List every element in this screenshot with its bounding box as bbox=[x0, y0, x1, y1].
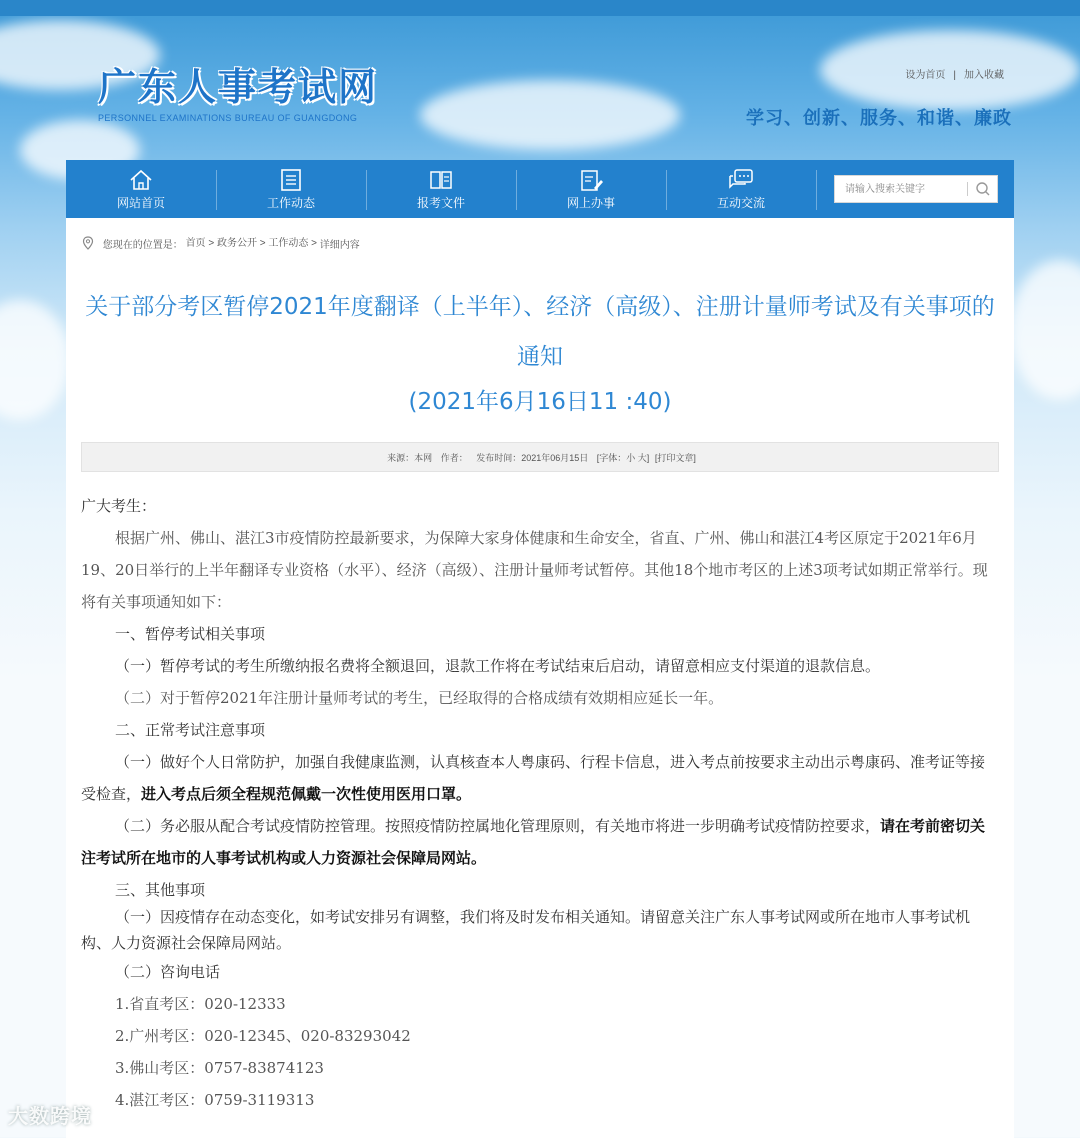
watermark-logo: 大数跨境 bbox=[8, 1104, 92, 1128]
breadcrumb-separator: > bbox=[259, 237, 266, 249]
nav-label: 工作动态 bbox=[266, 196, 315, 210]
section-1-item-2: （二）对于暂停2021年注册计量师考试的考生，已经取得的合格成绩有效期相应延长一年。 bbox=[115, 689, 724, 707]
add-favorite-link[interactable]: 加入收藏 bbox=[964, 70, 1004, 81]
breadcrumb-separator: > bbox=[311, 237, 317, 249]
section-1-title: 一、暂停考试相关事项 bbox=[115, 625, 266, 643]
logo-title: 广东人事考试网 bbox=[98, 64, 379, 109]
nav-label: 网上办事 bbox=[566, 196, 615, 210]
breadcrumb bbox=[82, 234, 360, 251]
article-meta-bar bbox=[81, 442, 999, 472]
main-nav bbox=[66, 160, 1014, 218]
section-2-item-1-text: （一）做好个人日常防护，加强自我健康监测，认真核查本人粤康码、行程卡信息，进入考点前按要求主动出示粤康码、准考证等接受检查， bbox=[81, 753, 986, 803]
clipboard-edit-icon bbox=[578, 168, 604, 192]
phone-line: 3.佛山考区：0757-83874123 bbox=[115, 1059, 324, 1077]
phone-line: 1.省直考区：020-12333 bbox=[115, 995, 286, 1013]
toplinks-separator: | bbox=[953, 70, 956, 81]
cloud bbox=[0, 300, 70, 420]
breadcrumb-public-affairs[interactable]: 政务公开 bbox=[216, 238, 257, 249]
nav-item-online-service[interactable] bbox=[516, 160, 666, 218]
nav-divider bbox=[816, 170, 817, 210]
top-links bbox=[901, 66, 1008, 81]
location-pin-icon bbox=[82, 236, 94, 250]
nav-item-work-news[interactable] bbox=[216, 160, 366, 218]
document-book-icon bbox=[428, 168, 454, 192]
cloud bbox=[420, 80, 680, 150]
search-box bbox=[834, 175, 998, 203]
section-1-item-1: （一）暂停考试的考生所缴纳报名费将全额退回，退款工作将在考试结束后启动，请留意相应支付渠道的退款信息。 bbox=[115, 657, 881, 675]
phone-line: 2.广州考区：020-12345、020-83293042 bbox=[115, 1027, 411, 1045]
font-size-toggle[interactable]: [字体：小 大] bbox=[596, 453, 650, 463]
nav-item-interaction[interactable] bbox=[666, 160, 816, 218]
section-3-item-1: （一）因疫情存在动态变化，如考试安排另有调整，我们将及时发布相关通知。请留意关注广东人事考试网或所在地市人事考试机构、人力资源社会保障局网站。 bbox=[81, 908, 971, 952]
meta-source: 来源：本网 bbox=[387, 453, 433, 463]
top-strip bbox=[0, 0, 1080, 16]
nav-item-exam-docs[interactable] bbox=[366, 160, 516, 218]
section-3-title: 三、其他事项 bbox=[115, 881, 206, 899]
phone-line: 4.湛江考区：0759-3119313 bbox=[115, 1091, 315, 1109]
breadcrumb-current: 详细内容 bbox=[319, 239, 360, 251]
section-2-item-2-bold: 请在考前密切关注考试所在地市的人事考试机构或人力资源社会保障局网站。 bbox=[81, 817, 986, 867]
meta-author: 作者： bbox=[440, 453, 468, 463]
section-2-item-2-text: （二）务必服从配合考试疫情防控管理。按照疫情防控属地化管理原则，有关地市将进一步明确考试疫情防控要求， bbox=[115, 817, 881, 835]
nav-label: 报考文件 bbox=[416, 196, 465, 210]
section-2-title: 二、正常考试注意事项 bbox=[115, 721, 266, 739]
article-timestamp: (2021年6月16日11 :40) bbox=[408, 389, 672, 415]
main-container bbox=[66, 160, 1014, 1138]
section-2-item-2 bbox=[81, 810, 999, 874]
home-icon bbox=[128, 168, 154, 192]
section-3-item-2: （二）咨询电话 bbox=[115, 963, 221, 981]
section-2-item-1-bold: 进入考点后须全程规范佩戴一次性使用医用口罩。 bbox=[141, 785, 472, 803]
set-homepage-link[interactable]: 设为首页 bbox=[905, 70, 946, 81]
search-divider bbox=[967, 182, 968, 196]
nav-label: 互动交流 bbox=[716, 196, 765, 210]
meta-publish-time: 发布时间：2021年06月15日 bbox=[476, 453, 589, 463]
chat-bubbles-icon bbox=[728, 168, 754, 192]
logo-subtitle: PERSONNEL EXAMINATIONS BUREAU OF GUANGDONG bbox=[98, 113, 358, 123]
article-title: 关于部分考区暂停2021年度翻译（上半年）、经济（高级）、注册计量师考试及有关事项的通知 bbox=[85, 294, 995, 370]
search-input[interactable] bbox=[835, 176, 965, 202]
breadcrumb-prefix: 您现在的位置是： bbox=[102, 239, 183, 251]
nav-label: 网站首页 bbox=[116, 196, 165, 210]
breadcrumb-work-news[interactable]: 工作动态 bbox=[268, 238, 309, 249]
breadcrumb-separator: > bbox=[208, 237, 215, 249]
greeting: 广大考生： bbox=[81, 497, 157, 515]
site-slogan: 学习、创新、服务、和谐、廉政 bbox=[746, 108, 1012, 129]
intro-paragraph: 根据广州、佛山、湛江3市疫情防控最新要求，为保障大家身体健康和生命安全，省直、广州、佛山和湛江4考区原定于2021年6月19、20日举行的上半年翻译专业资格（水平）、经济（高级）、注册计量师考试暂停。其他18个地市考区的上述3项考试如期正常举行。现将有关事项通知如下： bbox=[81, 529, 988, 611]
site-logo[interactable] bbox=[98, 56, 378, 123]
search-icon[interactable] bbox=[973, 180, 993, 198]
section-2-item-1 bbox=[81, 746, 999, 810]
cloud bbox=[1010, 260, 1080, 400]
nav-item-home[interactable] bbox=[66, 160, 216, 218]
news-list-icon bbox=[278, 168, 304, 192]
print-article-link[interactable]: [打印文章] bbox=[654, 453, 696, 463]
breadcrumb-home[interactable]: 首页 bbox=[185, 238, 206, 249]
